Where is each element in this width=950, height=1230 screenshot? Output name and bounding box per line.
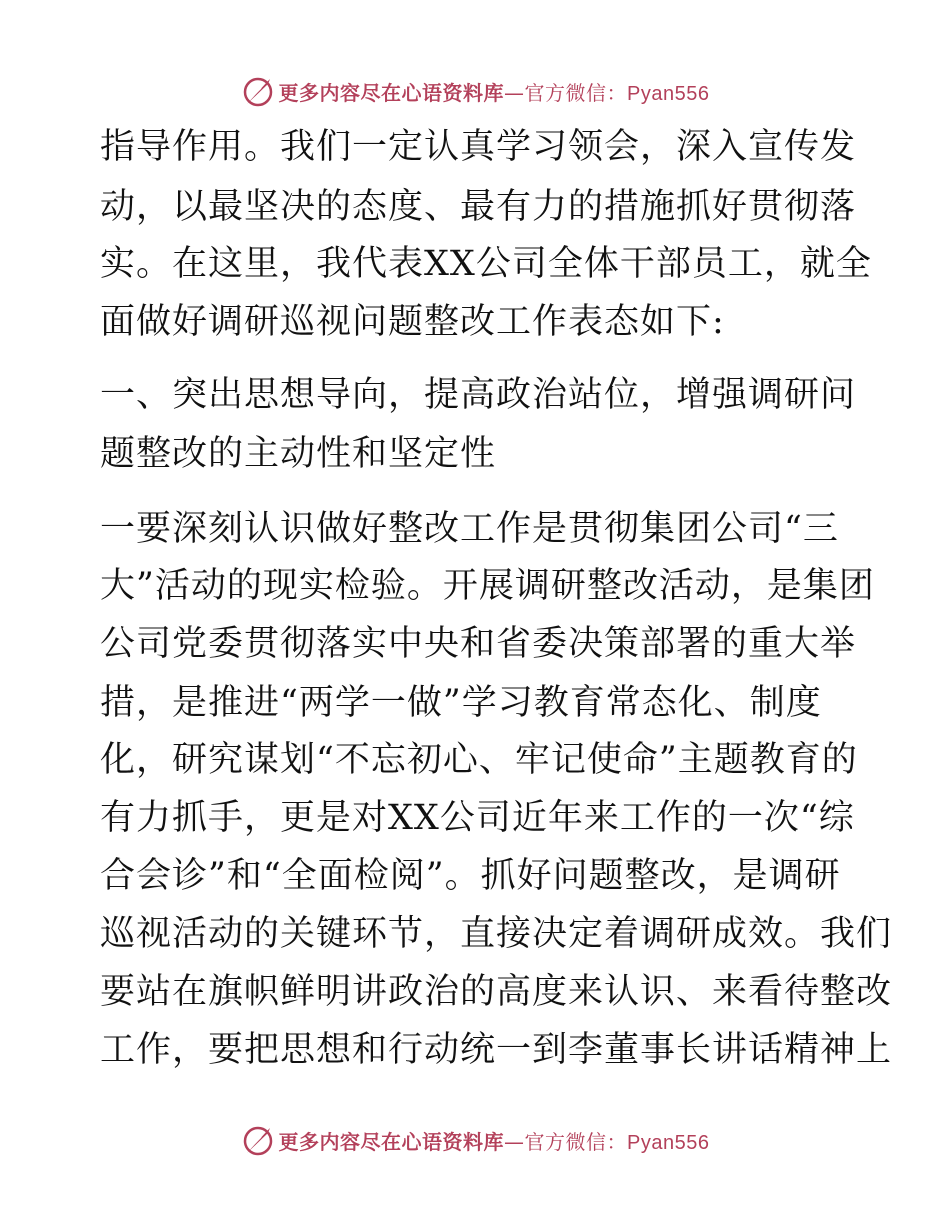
- body-line: 实。在这里，我代表XX公司全体干部员工，就全: [100, 244, 872, 284]
- watermark-text: 更多内容尽在心语资料库—官方微信：Pyan556: [278, 80, 710, 105]
- quill-circle-icon: [241, 74, 275, 108]
- section-heading-line: 一、突出思想导向，提高政治站位，增强调研问: [100, 375, 857, 415]
- body-line: 化，研究谋划“不忘初心、牢记使命”主题教育的: [100, 740, 858, 780]
- body-line: 工作，要把思想和行动统一到李董事长讲话精神上: [100, 1030, 893, 1070]
- body-line: 动，以最坚决的态度、最有力的措施抓好贯彻落: [100, 187, 857, 227]
- section-heading-line: 题整改的主动性和坚定性: [100, 434, 497, 474]
- body-line: 巡视活动的关键环节，直接决定着调研成效。我们: [100, 914, 893, 954]
- body-line: 要站在旗帜鲜明讲政治的高度来认识、来看待整改: [100, 972, 893, 1012]
- quill-circle-icon: [241, 1123, 275, 1157]
- body-line: 一要深刻认识做好整改工作是贯彻集团公司“三: [100, 509, 839, 549]
- wechat-id: Pyan556: [627, 82, 710, 105]
- footer-watermark-banner: [0, 1120, 950, 1160]
- header-watermark-banner: [0, 71, 950, 111]
- watermark-text: 更多内容尽在心语资料库—官方微信：Pyan556: [278, 1129, 710, 1154]
- body-line: 公司党委贯彻落实中央和省委决策部署的重大举: [100, 624, 857, 664]
- wechat-id: Pyan556: [627, 1131, 710, 1154]
- body-line: 合会诊”和“全面检阅”。抓好问题整改，是调研: [100, 856, 841, 896]
- body-line: 指导作用。我们一定认真学习领会，深入宣传发: [100, 127, 857, 167]
- body-line: 大”活动的现实检验。开展调研整改活动，是集团: [100, 566, 875, 606]
- body-line: 措，是推进“两学一做”学习教育常态化、制度: [100, 683, 822, 723]
- body-line: 面做好调研巡视问题整改工作表态如下:: [100, 302, 725, 342]
- body-line: 有力抓手，更是对XX公司近年来工作的一次“综: [100, 798, 855, 838]
